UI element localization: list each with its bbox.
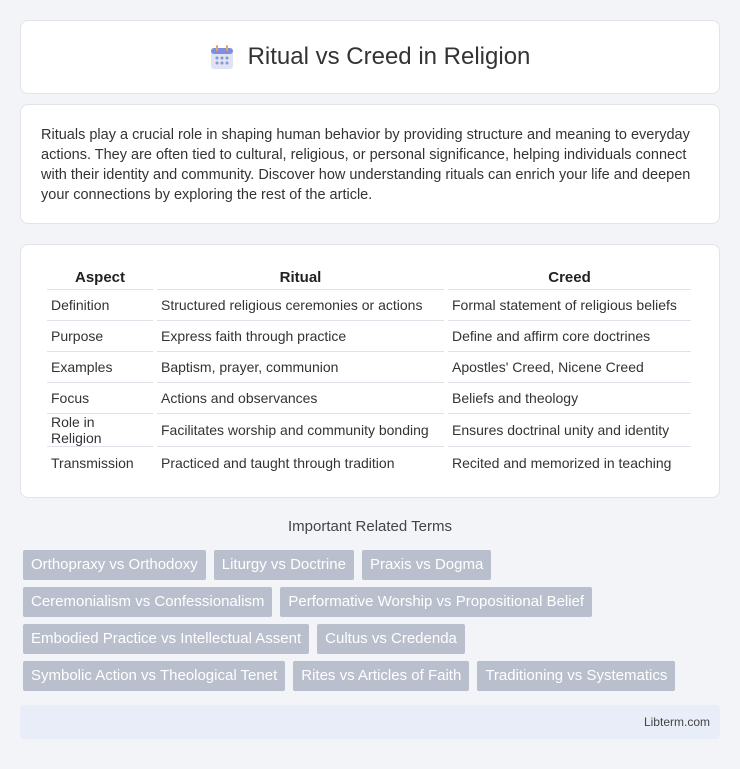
term-tag[interactable]: Ceremonialism vs Confessionalism	[23, 587, 272, 617]
cell-ritual: Actions and observances	[157, 383, 444, 414]
related-terms-title: Important Related Terms	[288, 518, 452, 535]
table-row	[47, 383, 691, 414]
cell-ritual: Practiced and taught through tradition	[161, 454, 395, 471]
cell-creed: Define and affirm core doctrines	[448, 321, 691, 352]
cell-creed: Beliefs and theology	[448, 383, 691, 414]
comparison-card	[20, 244, 720, 498]
cell-ritual: Facilitates worship and community bonding	[157, 414, 444, 447]
cell-creed: Formal statement of religious beliefs	[448, 290, 691, 321]
term-tag[interactable]: Liturgy vs Doctrine	[214, 550, 354, 580]
calendar-icon	[210, 44, 234, 70]
term-tag[interactable]: Cultus vs Credenda	[317, 624, 465, 654]
cell-creed: Apostles' Creed, Nicene Creed	[448, 352, 691, 383]
term-tag[interactable]: Orthopraxy vs Orthodoxy	[23, 550, 206, 580]
term-tag[interactable]: Symbolic Action vs Theological Tenet	[23, 661, 285, 691]
table-row	[47, 414, 691, 447]
cell-ritual: Express faith through practice	[157, 321, 444, 352]
header-aspect: Aspect	[47, 265, 153, 290]
header-ritual: Ritual	[157, 265, 444, 290]
footer-site-link[interactable]: Libterm.com	[643, 715, 710, 729]
footer	[20, 705, 720, 739]
page-title: Ritual vs Creed in Religion	[247, 43, 531, 70]
cell-ritual: Baptism, prayer, communion	[157, 352, 444, 383]
cell-aspect: Definition	[47, 290, 153, 321]
comparison-table	[43, 265, 695, 478]
term-tag[interactable]: Traditioning vs Systematics	[477, 661, 675, 691]
header-card	[20, 20, 720, 94]
table-row	[47, 290, 691, 321]
table-row	[47, 321, 691, 352]
cell-aspect: Transmission	[51, 454, 134, 471]
term-tag[interactable]: Embodied Practice vs Intellectual Assent	[23, 624, 309, 654]
term-tag[interactable]: Performative Worship vs Propositional Belief	[280, 587, 592, 617]
table-header-row	[47, 265, 691, 290]
term-tag[interactable]: Praxis vs Dogma	[362, 550, 491, 580]
table-row	[47, 447, 691, 478]
cell-aspect: Examples	[47, 352, 153, 383]
header-creed: Creed	[448, 265, 691, 290]
term-tag[interactable]: Rites vs Articles of Faith	[293, 661, 469, 691]
cell-aspect: Role in Religion	[47, 414, 153, 447]
cell-aspect: Focus	[47, 383, 153, 414]
cell-creed: Ensures doctrinal unity and identity	[448, 414, 691, 447]
intro-text: Rituals play a crucial role in shaping human behavior by providing structure and meaning to everyday actions. They are often tied to cultural, religious, or personal significance, helping individuals connect with their identity and community. Discover how understanding rituals can enrich your life and deepen your connections by exploring the rest of the article.	[41, 127, 691, 203]
intro-card	[20, 104, 720, 224]
table-row	[47, 352, 691, 383]
cell-aspect: Purpose	[47, 321, 153, 352]
cell-creed: Recited and memorized in teaching	[452, 454, 672, 471]
cell-ritual: Structured religious ceremonies or actions	[157, 290, 444, 321]
related-terms-list	[23, 550, 723, 691]
